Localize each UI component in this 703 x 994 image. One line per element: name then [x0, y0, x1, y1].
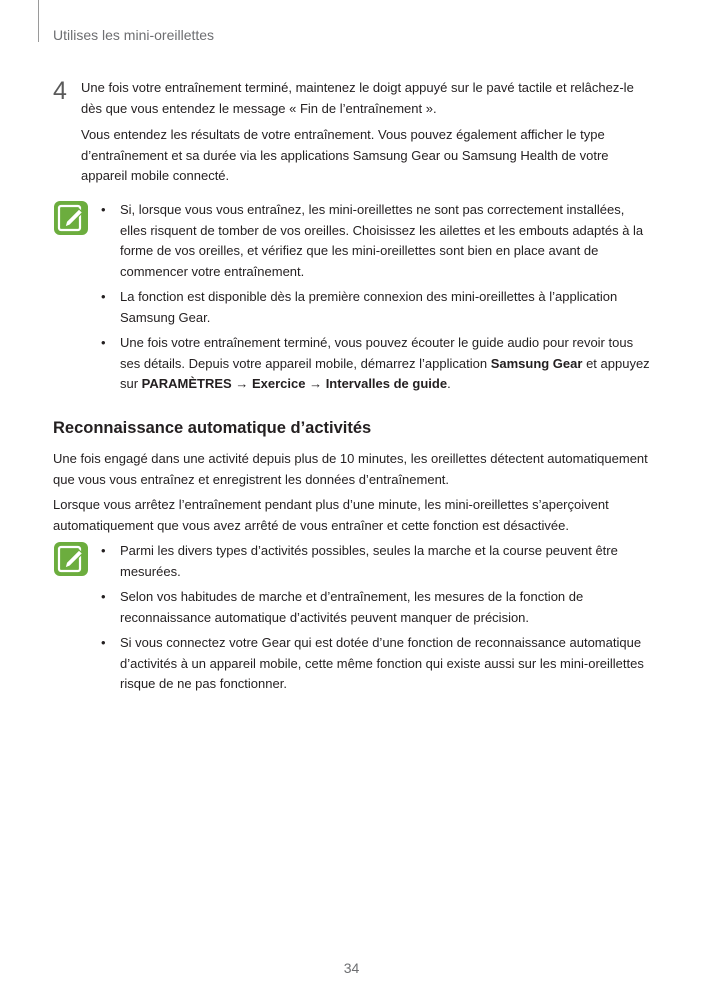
list-item [101, 587, 653, 628]
paragraph: Une fois engagé dans une activité depuis plus de 10 minutes, les oreillettes détectent automatiquement que vous vous entraînez et enregistrent les données d’entraînement. [53, 451, 648, 487]
bullet: • [101, 202, 106, 217]
section-title: Reconnaissance automatique d’activités [53, 419, 372, 437]
bullet: • [101, 289, 106, 304]
step-paragraph: Une fois votre entraînement terminé, maintenez le doigt appuyé sur le pavé tactile et relâchez-le dès que vous entendez le message « Fin de l’entraînement ». [81, 80, 634, 116]
text-run: et appuyez sur [120, 355, 650, 391]
step-4 [53, 78, 653, 193]
list-item [101, 200, 653, 282]
step-paragraph: Vous entendez les résultats de votre entraînement. Vous pouvez également afficher le type d’entraînement et sa durée via les applications Samsung Gear ou Samsung Health de votre appareil mobile connecté. [81, 127, 609, 183]
text-run: . [447, 376, 451, 391]
list-item [101, 287, 653, 328]
step-body [81, 78, 653, 187]
list-item-text: Selon vos habitudes de marche et d’entraînement, les mesures de la fonction de reconnaissance automatique d’activités peuvent manquer de précision. [120, 589, 584, 625]
note-list [101, 541, 653, 695]
note-box [53, 541, 653, 700]
list-item-text: Si, lorsque vous vous entraînez, les mini-oreillettes ne sont pas correctement installées, elles risquent de tomber de vos oreilles. Choisissez les ailettes et les embouts adaptés à la forme de vos oreilles, et vérifiez que les mini-oreillettes sont bien en place avant de commencer votre entraînement. [120, 202, 644, 279]
list-item-text [120, 335, 650, 391]
list-item [101, 333, 653, 395]
note-list [101, 200, 653, 395]
list-item [101, 541, 653, 582]
arrow: → [231, 376, 252, 391]
list-item-text: Parmi les divers types d’activités possibles, seules la marche et la course peuvent être mesurées. [120, 543, 618, 579]
list-item-text: La fonction est disponible dès la première connexion des mini-oreillettes à l’application Samsung Gear. [120, 289, 618, 325]
bullet: • [101, 335, 106, 350]
bullet: • [101, 543, 106, 558]
note-box [53, 200, 653, 400]
list-item [101, 633, 653, 695]
note-icon [53, 200, 89, 236]
list-item-text: Si vous connectez votre Gear qui est dotée d’une fonction de reconnaissance automatique d’activités à un appareil mobile, cette même fonction qui existe aussi sur les mini-oreillettes risque de ne pas fonctionner. [120, 635, 644, 691]
menu-path-guide-intervals: Intervalles de guide [325, 376, 448, 391]
menu-path-exercise: Exercice [251, 376, 306, 391]
bullet: • [101, 635, 106, 650]
bullet: • [101, 589, 106, 604]
step-number: 4 [53, 77, 67, 105]
running-header: Utilises les mini-oreillettes [53, 27, 215, 43]
page-number: 34 [343, 960, 360, 976]
note-icon [53, 541, 89, 577]
paragraph: Lorsque vous arrêtez l’entraînement pendant plus d’une minute, les mini-oreillettes s’aperçoivent automatiquement que vous avez arrêté de vous entraîner et cette fonction est désactivée. [53, 497, 609, 533]
text-run: Une fois votre entraînement terminé, vous pouvez écouter le guide audio pour revoir tous ses détails. Depuis votre appareil mobile, démarrez l’application [120, 335, 634, 371]
arrow: → [305, 376, 326, 391]
app-name: Samsung Gear [490, 355, 583, 371]
menu-path-settings: PARAMÈTRES [141, 376, 232, 391]
page-edge-rule [38, 0, 39, 42]
section-body [53, 449, 658, 541]
